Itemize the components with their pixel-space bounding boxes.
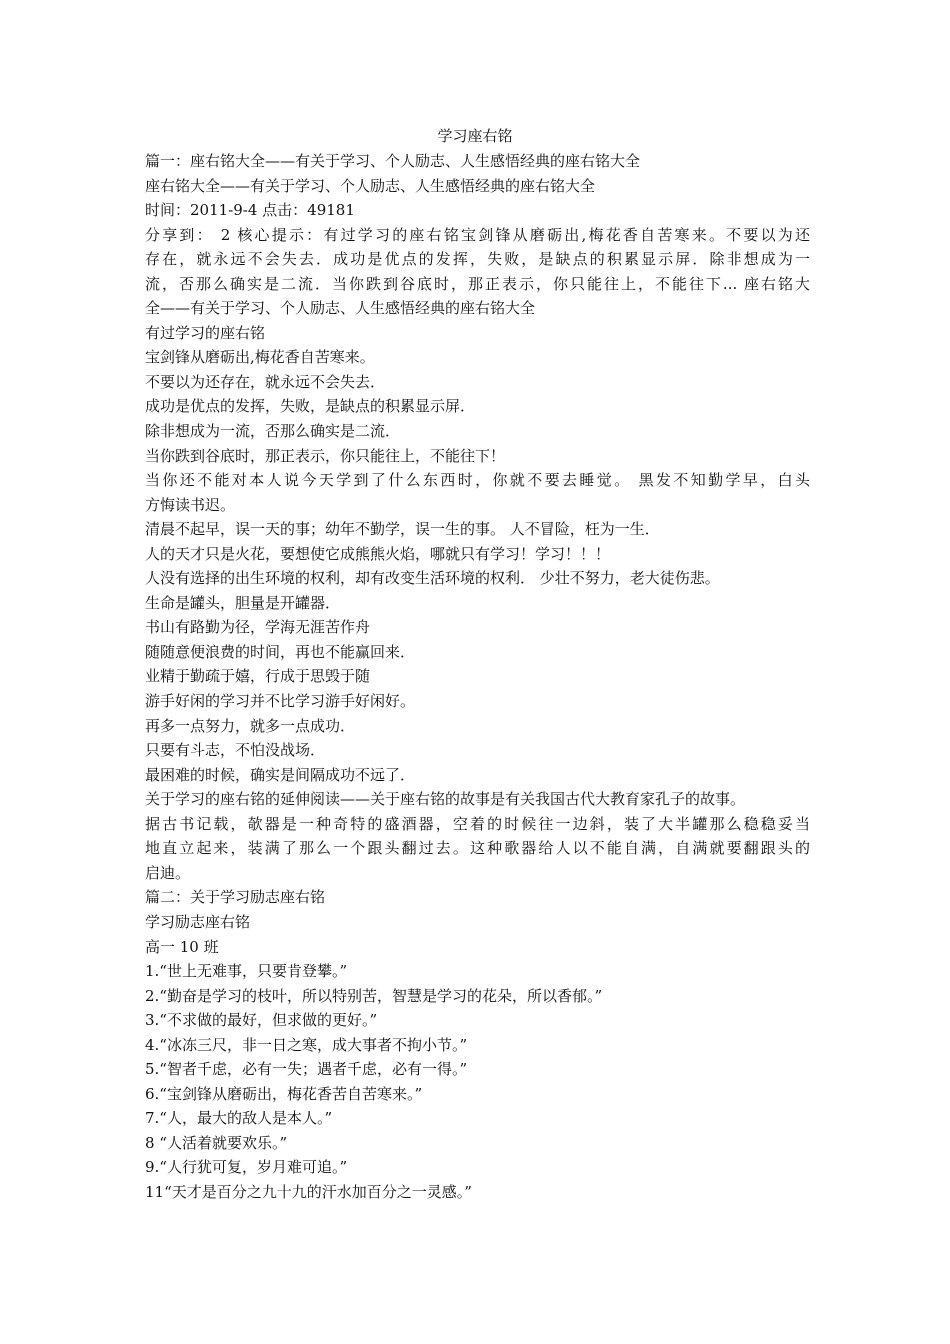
text-line: 清晨不起早，误一天的事；幼年不勤学，误一生的事。 人不冒险，枉为一生． (145, 520, 660, 539)
text-line: 11“天才是百分之九十九的汗水加百分之一灵感。” (145, 1182, 472, 1201)
text-line: 2.“勤奋是学习的枝叶，所以特别苦，智慧是学习的花朵，所以香郁。” (145, 986, 603, 1005)
text-line: 7.“人，最大的敌人是本人。” (145, 1109, 333, 1128)
text-line: 关于学习的座右铭的延伸阅读——关于座右铭的故事是有关我国古代大教育家孔子的故事。 (145, 790, 746, 809)
text-line: 高一 10 班 (145, 937, 219, 956)
text-line: 有过学习的座右铭 (145, 323, 266, 342)
text-line: 9.“人行犹可复，岁月难可追。” (145, 1158, 348, 1177)
text-line: 书山有路勤为径，学海无涯苦作舟 (145, 618, 371, 637)
text-line: 除非想成为一流，否那么确实是二流． (145, 422, 401, 441)
text-line: 5.“智者千虑，必有一失；遇者千虑，必有一得。” (145, 1060, 468, 1079)
text-line: 时间：2011-9-4 点击：49181 (145, 201, 355, 220)
text-line: 座右铭大全——有关于学习、个人励志、人生感悟经典的座右铭大全 (145, 176, 596, 195)
text-line: 流，否那么确实是二流．当你跌到谷底时，那正表示，你只能往上，不能往下... 座右铭大 (145, 274, 810, 293)
text-line: 3.“不求做的最好，但求做的更好。” (145, 1011, 378, 1030)
text-line: 当你还不能对本人说今天学到了什么东西时，你就不要去睡觉。 黑发不知勤学早，白头 (145, 471, 810, 490)
document-body (145, 149, 810, 1205)
text-line: 6.“宝剑锋从磨砺出，梅花香苦自苦寒来。” (145, 1084, 423, 1103)
text-line: 再多一点努力，就多一点成功． (145, 716, 356, 735)
text-line: 随随意便浪费的时间，再也不能赢回来． (145, 642, 416, 661)
text-line: 人没有选择的出生环境的权利，却有改变生活环境的权利． 少壮不努力，老大徒伤悲。 (145, 569, 720, 588)
text-line: 分享到： 2 核心提示：有过学习的座右铭宝剑锋从磨砺出,梅花香自苦寒来。不要以为还 (145, 225, 810, 244)
text-line: 生命是罐头，胆量是开罐器． (145, 593, 341, 612)
text-line: 启迪。 (145, 863, 191, 882)
document-title: 学习座右铭 (437, 127, 513, 145)
text-line: 最困难的时候，确实是间隔成功不远了． (145, 765, 416, 784)
text-line: 存在，就永远不会失去．成功是优点的发挥，失败，是缺点的积累显示屏．除非想成为一 (145, 250, 810, 269)
text-line: 业精于勤疏于嬉，行成于思毁于随 (145, 667, 371, 686)
text-line: 人的天才只是火花，要想使它成熊熊火焰，哪就只有学习！学习！！！ (145, 544, 611, 563)
text-line: 只要有斗志，不怕没战场． (145, 741, 326, 760)
text-line: 篇一：座右铭大全——有关于学习、个人励志、人生感悟经典的座右铭大全 (145, 152, 641, 170)
text-line: 学习励志座右铭 (145, 912, 251, 931)
text-line: 8 “人活着就要欢乐。” (145, 1133, 288, 1152)
text-line: 据古书记载，欹器是一种奇特的盛酒器，空着的时候往一边斜，装了大半罐那么稳稳妥当 (145, 814, 810, 833)
text-line: 篇二：关于学习励志座右铭 (145, 888, 326, 907)
text-line: 4.“冰冻三尺，非一日之寒，成大事者不拘小节。” (145, 1035, 468, 1054)
text-line: 宝剑锋从磨砺出,梅花香自苦寒来。 (145, 348, 375, 367)
text-line: 地直立起来，装满了那么一个跟头翻过去。这种歌器给人以不能自满，自满就要翻跟头的 (145, 839, 810, 858)
text-line: 1.“世上无难事，只要肯登攀。” (145, 962, 348, 981)
text-line: 不要以为还存在，就永远不会失去． (145, 372, 386, 391)
text-line: 游手好闲的学习并不比学习游手好闲好。 (145, 692, 416, 711)
text-line: 方悔读书迟。 (145, 495, 236, 514)
text-line: 成功是优点的发挥，失败，是缺点的积累显示屏． (145, 397, 476, 416)
text-line: 全——有关于学习、个人励志、人生感悟经典的座右铭大全 (145, 299, 536, 318)
text-line: 当你跌到谷底时，那正表示，你只能往上，不能往下！ (145, 446, 506, 465)
